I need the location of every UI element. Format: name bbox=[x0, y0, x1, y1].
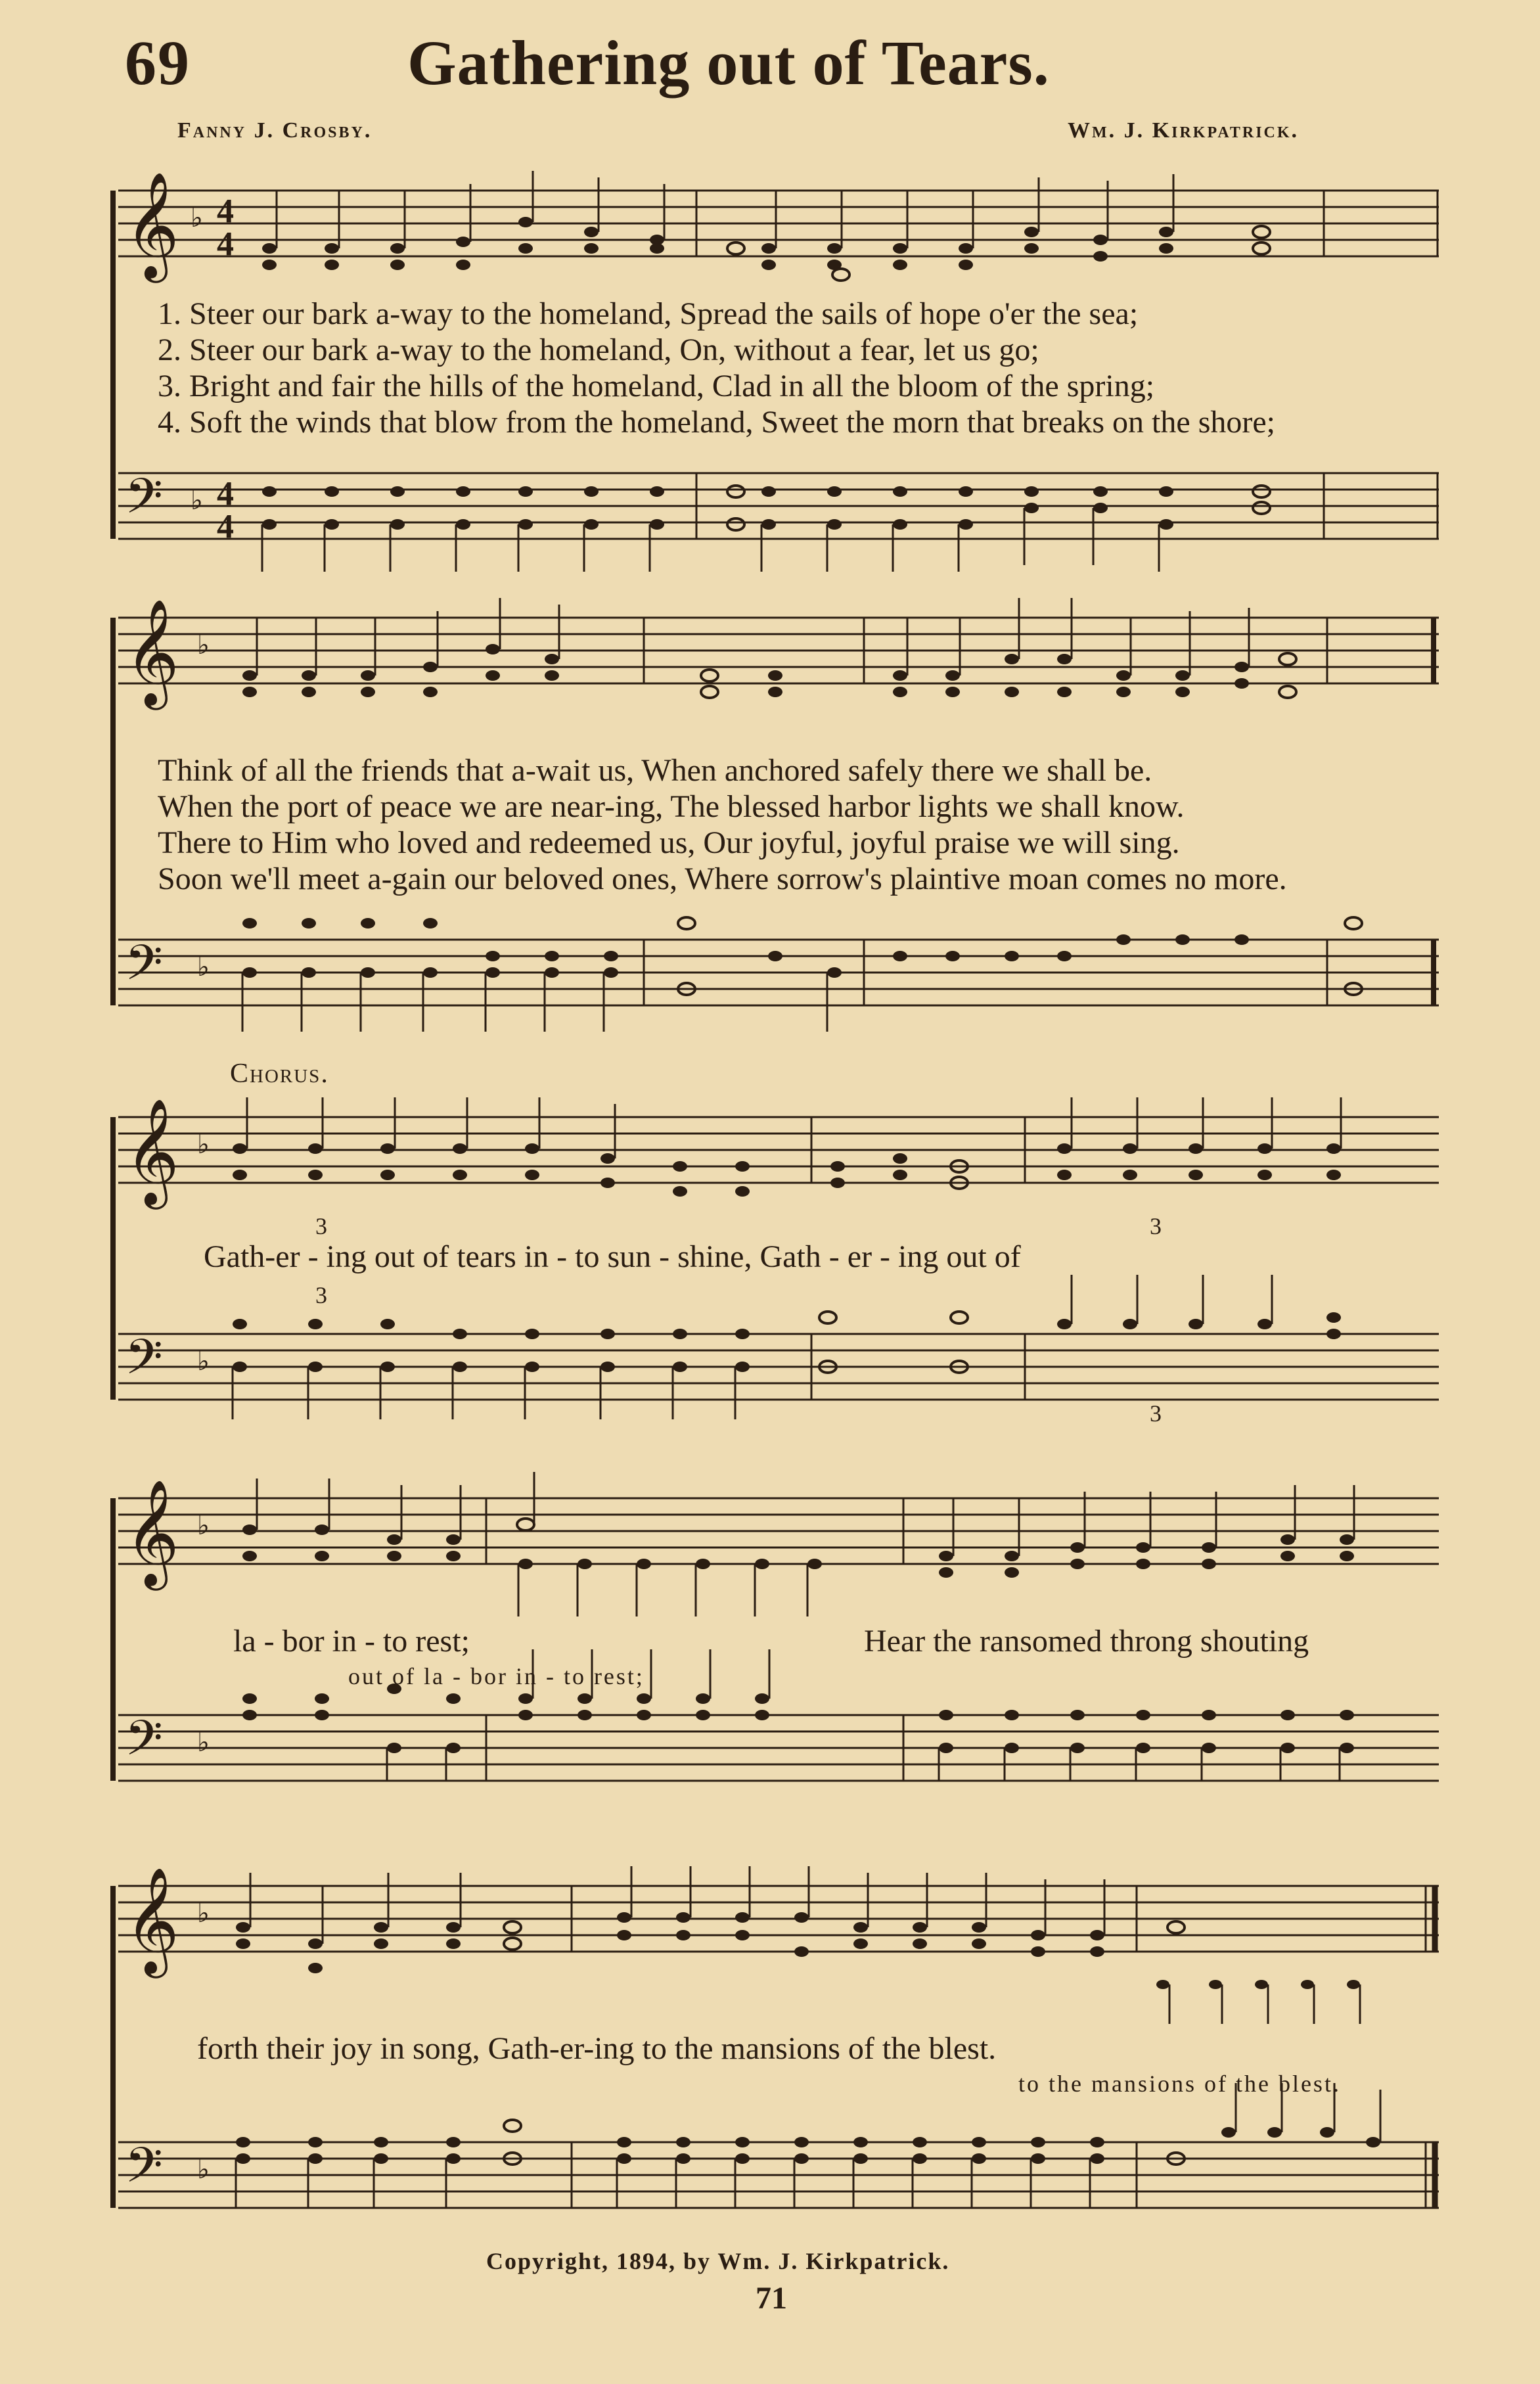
hymn-number: 69 bbox=[125, 28, 191, 98]
svg-text:♭: ♭ bbox=[191, 486, 203, 515]
chorus-lyric-line-2: la - bor in - to rest; bbox=[233, 1624, 470, 1659]
chorus-echo-lyric-final: to the mansions of the blest. bbox=[1018, 2071, 1341, 2097]
svg-text:𝄞: 𝄞 bbox=[125, 1479, 179, 1586]
chorus-lyric-line-2-continued: Hear the ransomed throng shouting bbox=[864, 1624, 1309, 1659]
triplet-mark: 3 bbox=[315, 1213, 329, 1239]
verse-line: 1. Steer our bark a-way to the homeland, Spread the sails of hope o'er the sea; bbox=[158, 296, 1139, 331]
svg-text:♭: ♭ bbox=[197, 630, 210, 660]
chorus-lyric-line-1: Gath-er - ing out of tears in - to sun - shine, Gath - er - ing out of bbox=[204, 1239, 1021, 1274]
svg-text:♭: ♭ bbox=[197, 1130, 210, 1159]
triplet-mark: 3 bbox=[1150, 1400, 1164, 1427]
svg-text:4: 4 bbox=[217, 475, 234, 513]
svg-text:♭: ♭ bbox=[197, 952, 210, 982]
verse-line: 2. Steer our bark a-way to the homeland, On, without a fear, let us go; bbox=[158, 332, 1039, 367]
triplet-mark: 3 bbox=[315, 1282, 329, 1308]
svg-text:𝄞: 𝄞 bbox=[125, 172, 179, 279]
triplet-mark: 3 bbox=[1150, 1213, 1164, 1239]
svg-text:4: 4 bbox=[217, 508, 234, 545]
composer-credit: Wm. J. Kirkpatrick. bbox=[1068, 118, 1300, 143]
svg-text:4: 4 bbox=[217, 193, 234, 230]
svg-text:♭: ♭ bbox=[197, 1511, 210, 1540]
svg-text:𝄞: 𝄞 bbox=[125, 1098, 179, 1205]
svg-text:𝄢: 𝄢 bbox=[125, 934, 163, 1003]
verse-line: There to Him who loved and redeemed us, Our joyful, joyful praise we will sing. bbox=[158, 825, 1180, 860]
lyricist-credit: Fanny J. Crosby. bbox=[177, 118, 373, 143]
svg-text:𝄞: 𝄞 bbox=[125, 599, 179, 706]
hymn-title: Gathering out of Tears. bbox=[407, 28, 1050, 98]
svg-text:♭: ♭ bbox=[197, 1898, 210, 1928]
svg-text:♭: ♭ bbox=[197, 2155, 210, 2184]
svg-text:𝄢: 𝄢 bbox=[125, 468, 163, 537]
svg-text:𝄢: 𝄢 bbox=[125, 1710, 163, 1779]
svg-text:𝄞: 𝄞 bbox=[125, 1867, 179, 1974]
verse-line: 3. Bright and fair the hills of the homeland, Clad in all the bloom of the spring; bbox=[158, 369, 1155, 403]
svg-text:♭: ♭ bbox=[197, 1346, 210, 1376]
verse-line: When the port of peace we are near-ing, The blessed harbor lights we shall know. bbox=[158, 789, 1185, 824]
chorus-label: Chorus. bbox=[230, 1059, 329, 1089]
verse-line: 4. Soft the winds that blow from the homeland, Sweet the morn that breaks on the shore; bbox=[158, 405, 1275, 440]
svg-text:♭: ♭ bbox=[191, 203, 203, 233]
verse-line: Think of all the friends that a-wait us, When anchored safely there we shall be. bbox=[158, 753, 1152, 788]
svg-text:4: 4 bbox=[217, 225, 234, 263]
chorus-lyric-line-3: forth their joy in song, Gath-er-ing to the mansions of the blest. bbox=[197, 2031, 997, 2066]
verse-line: Soon we'll meet a-gain our beloved ones, Where sorrow's plaintive moan comes no more. bbox=[158, 861, 1287, 896]
svg-text:𝄢: 𝄢 bbox=[125, 1329, 163, 1398]
page-number: 71 bbox=[756, 2281, 787, 2316]
svg-text:𝄢: 𝄢 bbox=[125, 2137, 163, 2206]
copyright-notice: Copyright, 1894, by Wm. J. Kirkpatrick. bbox=[486, 2248, 950, 2274]
chorus-echo-lyric: out of la - bor in - to rest; bbox=[348, 1663, 645, 1689]
svg-text:♭: ♭ bbox=[197, 1728, 210, 1757]
